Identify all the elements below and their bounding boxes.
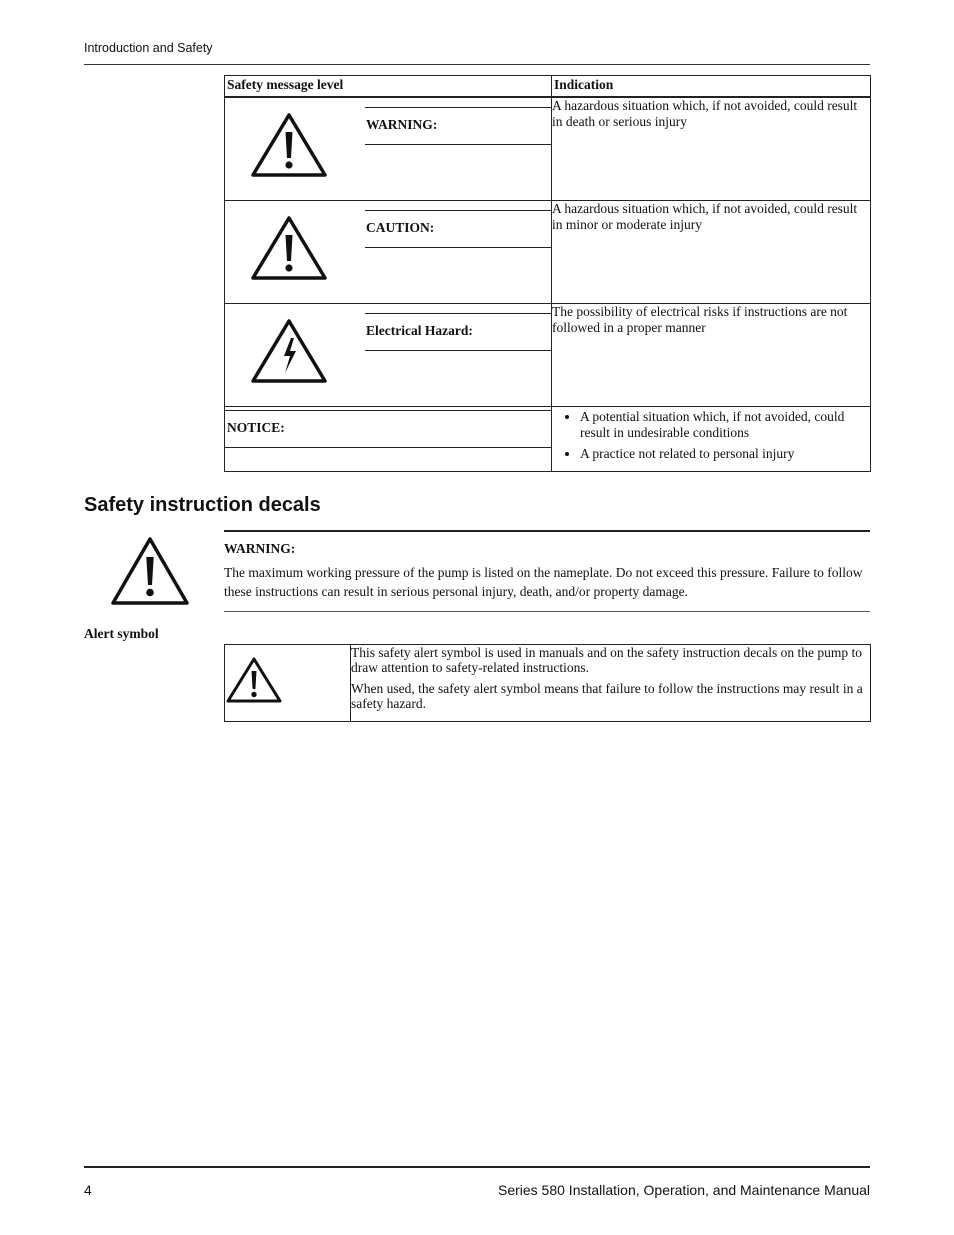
column-header-level: Safety message level xyxy=(225,76,552,98)
table-row xyxy=(225,304,871,407)
warning-rule xyxy=(224,611,870,612)
level-label: CAUTION: xyxy=(366,220,435,235)
warning-label: WARNING: xyxy=(224,541,296,556)
table-header-row xyxy=(225,76,871,98)
level-cell-notice xyxy=(225,407,552,472)
lightning-triangle-icon xyxy=(251,318,327,384)
indication-cell: A hazardous situation which, if not avoided, could result in minor or moderate injury xyxy=(552,201,871,304)
level-label: Electrical Hazard: xyxy=(366,323,473,338)
alert-paragraph: When used, the safety alert symbol means that failure to follow the instructions may result in a safety hazard. xyxy=(351,681,863,711)
level-label: WARNING: xyxy=(366,117,438,132)
section-rule xyxy=(224,530,870,532)
list-item: • A practice not related to personal injury xyxy=(580,446,870,462)
list-item: • A potential situation which, if not avoided, could result in undesirable conditions xyxy=(580,409,870,441)
alert-paragraph: This safety alert symbol is used in manuals and on the safety instruction decals on the pump to draw attention to safety-related instructions. xyxy=(351,645,863,675)
level-cell-caution xyxy=(225,201,552,304)
table-row xyxy=(225,645,871,722)
indication-cell: The possibility of electrical risks if instructions are not followed in a proper manner xyxy=(552,304,871,407)
exclamation-triangle-icon xyxy=(251,215,327,281)
exclamation-triangle-icon xyxy=(110,535,190,607)
level-cell-electrical xyxy=(225,304,552,407)
alert-symbol-table xyxy=(224,644,871,722)
manual-title: Series 580 Installation, Operation, and Maintenance Manual xyxy=(497,1182,870,1198)
footer-rule xyxy=(84,1166,870,1168)
notice-indication-cell xyxy=(552,407,871,472)
indication-cell: A hazardous situation which, if not avoided, could result in death or serious injury xyxy=(552,97,871,201)
table-row xyxy=(225,201,871,304)
column-header-indication: Indication xyxy=(552,76,871,98)
running-header: Introduction and Safety xyxy=(84,41,213,55)
table-row xyxy=(225,407,871,472)
notice-bullet-list xyxy=(552,407,870,462)
warning-text: The maximum working pressure of the pump is listed on the nameplate. Do not exceed this pressure. Failure to follow these instructions can result in serious personal injury, death, and/or property damage. xyxy=(224,565,863,599)
safety-levels-table xyxy=(224,75,871,472)
header-rule xyxy=(84,64,870,65)
table-row xyxy=(225,97,871,201)
exclamation-triangle-icon xyxy=(251,112,327,178)
page-number: 4 xyxy=(84,1182,92,1198)
notice-label: NOTICE: xyxy=(227,420,285,435)
section-title: Safety instruction decals xyxy=(84,494,321,516)
level-cell-warning xyxy=(225,97,552,201)
alert-icon-cell xyxy=(225,645,351,722)
alert-symbol-heading: Alert symbol xyxy=(84,626,159,641)
alert-text-cell xyxy=(351,645,871,722)
exclamation-triangle-icon xyxy=(226,656,282,704)
